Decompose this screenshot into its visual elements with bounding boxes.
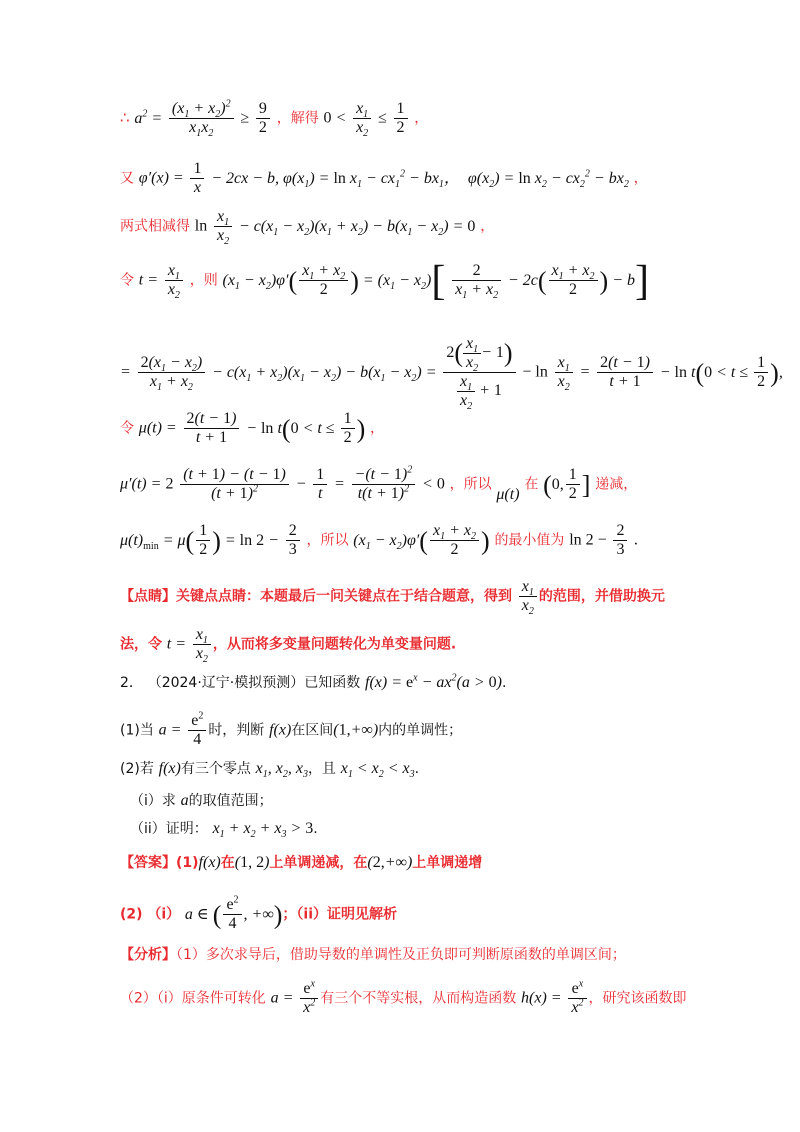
analysis-tag: 【分析】 [120, 947, 176, 963]
fraction-mu-prime: $\frac{(t + 1) - (t - 1)}{(t + 1)^2}$ [180, 466, 289, 503]
period8: . [634, 531, 639, 549]
math-eq: = [120, 363, 131, 381]
fraction-half-mu: $\frac{1}{2}$ [341, 410, 355, 447]
question-2-i [130, 790, 273, 811]
q2i-label: （i）求 [130, 793, 176, 809]
math-mu-close: ) [356, 413, 366, 443]
fraction-nine-halves: $\frac{9}{2}$ [256, 100, 270, 137]
math-fx-q2: f(x) [158, 760, 181, 777]
math-fx-q1: f(x) [269, 721, 292, 739]
math-interval-q1: (1,+∞) [333, 721, 379, 739]
line-derivative [120, 160, 648, 197]
fraction-e2-4: $\frac{e^2}{4}$ [188, 712, 206, 749]
line-expand [120, 335, 783, 413]
tip-line-1 [120, 578, 665, 618]
problem-number: 2． [120, 675, 143, 691]
fraction-mid2: $\frac{x_1 + x_2}{2}$ [549, 262, 598, 299]
math-interval: (0, [543, 469, 564, 499]
math-a-eq: a = [158, 721, 182, 739]
comma3: ， [480, 218, 495, 235]
fraction-2-diff: $\frac{2(x_1 - x_2)}{x_1 + x_2}$ [138, 354, 206, 391]
math-ln-t-range: − ln t(0 < t ≤ [659, 357, 753, 387]
fraction-neg: $\frac{-(t - 1)^2}{t(t + 1)^2}$ [352, 466, 416, 503]
fraction-t: $\frac{x_1}{x_2}$ [165, 262, 183, 299]
math-t-eq: t = [138, 271, 159, 289]
math-inf: , +∞) [243, 899, 283, 929]
fraction-mid: $\frac{x_1 + x_2}{2}$ [299, 262, 348, 299]
answer-2 [120, 896, 397, 933]
math-a-in: a ∈ ( [184, 899, 222, 929]
fraction-two-thirds: $\frac{2}{3}$ [286, 522, 300, 559]
math-mu-prime: μ′(t) = 2 [120, 475, 174, 493]
answer-1-label: (1) [176, 855, 199, 871]
prefix-subtract: 两式相减得 [120, 218, 190, 235]
q2-end: . [414, 761, 420, 777]
fraction-one-over-t: $\frac{1}{t}$ [313, 466, 327, 503]
math-geq: ≥ [240, 109, 250, 127]
q2-mid: 有三个零点 [180, 761, 251, 777]
comma6: ， [370, 420, 385, 437]
answer-2-ii: ；（ii）证明见解析 [282, 906, 398, 923]
problem-source: （2024·辽宁·模拟预测）已知函数 [147, 675, 361, 691]
fraction-mu: $\frac{2(t - 1)}{t + 1}$ [184, 410, 240, 447]
text-then: ，则 [189, 272, 218, 289]
analysis-text-3: 有三个不等实根，从而构造函数 [320, 990, 517, 1007]
q1-pre: 当 [139, 722, 154, 739]
comma: ， [414, 110, 429, 127]
fraction-two-thirds-b: $\frac{2}{3}$ [613, 522, 627, 559]
math-phi-prime: φ′(x) = [138, 169, 184, 187]
text-in: 在 [524, 476, 539, 493]
analysis-text-1: （1）多次求导后，借助导数的单调性及正负即可判断原函数的单调区间； [176, 947, 626, 963]
math-lhs2: $(x_1 - x_2)\varphi'$( [353, 525, 428, 555]
math-lt-zero: < 0 [422, 475, 445, 493]
problem-end: . [501, 675, 507, 691]
math-close: ), [770, 357, 783, 387]
math-ln2: ) = ln 2 − [212, 525, 279, 555]
tip-text-4: ，从而将多变量问题转化为单变量问题. [212, 636, 457, 653]
math-interval-2inf: (2,+∞) [367, 854, 413, 871]
q1-end: 内的单调性； [378, 722, 463, 739]
fraction-x1-x2-b: $\frac{x_1}{x_2}$ [214, 208, 232, 245]
q2ii-end: . [313, 821, 318, 837]
tip-text-3: 法，令 [120, 636, 162, 653]
comment-solve: ，解得 [276, 110, 319, 127]
math-t-tip: t = [166, 635, 187, 653]
line-substitute [120, 257, 649, 304]
answer-1 [120, 852, 482, 873]
math-zeros: $x_1$, $x_2$, $x_3$ [255, 760, 308, 781]
answer-1-mid: 在 [220, 855, 235, 871]
math-minus: − [295, 475, 307, 493]
text-so: ，所以 [449, 476, 492, 493]
math-close3: ) [480, 525, 490, 555]
fraction-half-range: $\frac{1}{2}$ [754, 354, 768, 391]
prefix-again: 又 [120, 170, 134, 187]
tip-tag: 【点睛】 [120, 588, 176, 605]
fraction-sum-squared: $\frac{(x_1 + x_2)^2}{x_1x_2}$ [169, 100, 234, 137]
line-subtract [120, 208, 495, 248]
math-ln: ln [194, 217, 208, 235]
fraction-two-over-sum: $\frac{2}{x_1 + x_2}$ [452, 262, 501, 299]
math-fx: $f(x) = e^x - ax^2(a > 0)$ [365, 672, 502, 691]
math-fx-ans: f(x) [198, 854, 221, 871]
math-subtract-eq: − $c(x_1 - x_2)(x_1 + x_2) - b(x_1 - x_2) = 0$ [238, 217, 476, 238]
fraction-x1-x2: $\frac{x_1}{x_2}$ [353, 100, 371, 137]
problem-2 [120, 672, 506, 693]
math-hx: h(x) = [521, 989, 562, 1007]
question-1 [120, 712, 462, 749]
answer-tag: 【答案】 [120, 855, 176, 871]
fraction-e2-4-ans: $\frac{e^2}{4}$ [223, 896, 241, 933]
math-mu-t: μ(t) [496, 485, 520, 503]
fraction-x1-x2-c: $\frac{x_1}{x_2}$ [555, 354, 573, 391]
q2-pre: 若 [139, 761, 154, 777]
fraction-nested: 2( $\frac{x_1}{x_2}$ − 1) $\frac{x_1}{x_2}$ + 1 [443, 335, 515, 410]
math-a-squared: $a^2$ = [134, 108, 163, 127]
answer-2-label: (2) [120, 906, 143, 923]
line-inequality [120, 98, 429, 140]
q1-mid: 时，判断 [208, 722, 265, 739]
math-minus-2c: − 2c( [507, 265, 547, 295]
math-phi-x1: − 2cx − b, $\varphi(x_1) = \ln x_1 - cx_1^2 - bx_1$， $\varphi(x_2) = \ln x_2 - cx_2^2 - bx_2$ [211, 168, 629, 190]
fraction-one-half: $\frac{1}{2}$ [394, 100, 408, 137]
math-ln2b: ln 2 − [569, 531, 607, 549]
question-2 [120, 758, 419, 779]
q1-label: (1) [120, 722, 140, 739]
math-interval-12: (1, 2) [234, 854, 270, 871]
math-mu: μ(t) = [138, 419, 177, 437]
comma2: ， [633, 170, 648, 187]
line-mu-min [120, 522, 638, 559]
math-eq3: = [333, 475, 345, 493]
math-mu-ln: − ln t(0 < t ≤ [246, 413, 339, 443]
math-sum-gt-3: $x_1 + x_2 + x_3 > 3$ [212, 820, 314, 841]
answer-1-mid2: 上单调递减，在 [269, 855, 368, 871]
fraction-mu-min-half: $\frac{1}{2}$ [196, 522, 210, 559]
math-eq2: = [579, 363, 591, 381]
analysis-1 [120, 944, 626, 965]
math-minus-b: ) − b] [599, 257, 649, 304]
q2i-end: 的取值范围； [188, 793, 273, 809]
math-a: a [180, 792, 189, 809]
q2ii-label: （ii）证明： [130, 821, 208, 837]
text-so2: ，所以 [306, 532, 349, 549]
fraction-ex-x2: $\frac{e^x}{x^2}$ [300, 980, 318, 1017]
math-a-eq-ex: a = [270, 989, 294, 1007]
fraction-tip: $\frac{x_1}{x_2}$ [519, 578, 537, 615]
tip-text-2: 的范围，并借助换元 [538, 588, 665, 605]
math-mu-min: $\mu(t)_{min} = \mu$( [120, 525, 195, 555]
therefore-symbol: ∴ [120, 108, 130, 127]
fraction-interval-half: $\frac{1}{2}$ [566, 466, 580, 503]
fraction-hx: $\frac{e^x}{x^2}$ [568, 980, 586, 1017]
answer-2-i: （i） [147, 906, 181, 923]
math-expand-mid: − $c(x_1 + x_2)(x_1 - x_2) - b(x_1 - x_2)$ = [212, 363, 437, 384]
tip-text-1: 关键点点睛：本题最后一问关键点在于结合题意，得到 [176, 588, 512, 605]
fraction-mid3: $\frac{x_1 + x_2}{2}$ [430, 522, 479, 559]
analysis-text-2: （2）（i）原条件可转化 [120, 990, 266, 1007]
math-lhs: $(x_1 - x_2)\varphi'$( [222, 265, 298, 295]
q2-mid2: ，且 [307, 761, 336, 777]
math-rhs: ) = $(x_1 - x_2)$[ [350, 257, 446, 304]
prefix-let: 令 [120, 272, 134, 289]
q2-label: (2) [120, 761, 140, 777]
line-mu-prime [120, 466, 637, 503]
fraction-one-over-x: $\frac{1}{x}$ [190, 160, 204, 197]
text-decreasing: 递减， [595, 476, 638, 493]
q1-mid2: 在区间 [291, 722, 334, 739]
text-min-value: 的最小值为 [494, 532, 565, 549]
math-order: $x_1 < x_2 < x_3$ [340, 760, 415, 781]
tip-line-2 [120, 626, 457, 666]
math-zero-lt: 0 < [323, 109, 347, 127]
analysis-text-4: ，研究该函数即 [588, 990, 687, 1007]
analysis-2 [120, 980, 687, 1017]
fraction-t-tip: $\frac{x_1}{x_2}$ [193, 626, 211, 663]
answer-1-end: 上单调递增 [412, 855, 483, 871]
fraction-t-expr: $\frac{2(t - 1)}{t + 1}$ [597, 354, 653, 391]
line-mu-def [120, 410, 384, 447]
question-2-ii [130, 818, 318, 839]
math-bracket: ] [581, 469, 591, 499]
prefix-let2: 令 [120, 420, 134, 437]
math-leq: ≤ [377, 109, 387, 127]
math-minus-ln: − ln [522, 363, 548, 381]
